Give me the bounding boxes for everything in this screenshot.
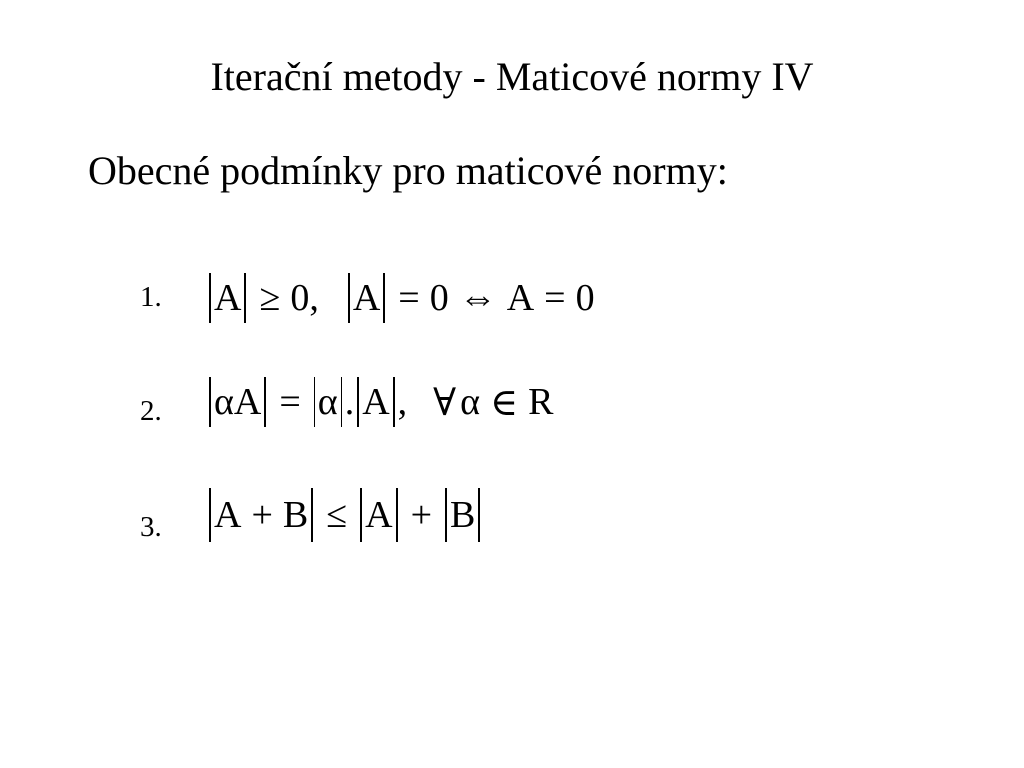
zero-value: 0 [429,277,449,319]
subtitle: Obecné podmínky pro maticové normy: [88,148,728,193]
norm-bar-left [348,273,350,323]
norm-bar-right [311,488,313,542]
norm-bar-left [445,488,447,542]
element-of-symbol: ∈ [490,381,519,424]
plus-symbol: + [410,494,432,536]
equals-symbol: = [279,381,301,423]
norm-bar-right [244,273,246,323]
norm-bar-left [209,488,211,542]
comma-symbol: , [397,381,408,423]
equals-symbol: = [544,277,566,319]
iff-symbol: ⇔ [458,277,497,319]
item-3-number: 3. [140,511,162,543]
forall-symbol: ∀ [433,381,457,424]
matrix-a: A [214,277,242,319]
matrix-a: A [506,277,535,319]
equals-symbol: = [398,277,420,319]
leq-symbol: ≤ [326,494,348,536]
dot-symbol: . [344,381,355,423]
matrix-b: B [450,494,476,536]
norm-bar-right [478,488,480,542]
item-2-number: 2. [140,395,162,427]
alpha-symbol: α [460,381,481,423]
norm-bar-left [357,377,359,427]
matrix-a: A [214,494,242,536]
norm-bar-left [209,273,211,323]
norm-bar-right [396,488,398,542]
norm-bar-right [264,377,266,427]
alpha-symbol: α [317,381,338,423]
matrix-a: A [362,381,390,423]
item-1-number: 1. [140,281,162,313]
norm-bar-right [393,377,395,427]
real-set-r: R [528,381,554,423]
abs-bar-right [341,377,342,427]
slide-title: Iterační metody - Maticové normy IV [210,54,814,99]
item-2-formula [206,374,554,430]
item-1-formula [206,270,595,326]
matrix-a: A [352,277,381,319]
item-3-formula [206,486,483,544]
matrix-a: A [365,494,393,536]
plus-symbol: + [251,494,273,536]
norm-bar-left [360,488,362,542]
geq-symbol: ≥ [259,277,281,319]
zero-value: 0, [290,277,319,319]
zero-value: 0 [575,277,595,319]
norm-bar-right [383,273,385,323]
matrix-b: B [282,494,309,536]
abs-bar-left [314,377,315,427]
alpha-matrix-a: αA [214,381,262,423]
norm-bar-left [209,377,211,427]
